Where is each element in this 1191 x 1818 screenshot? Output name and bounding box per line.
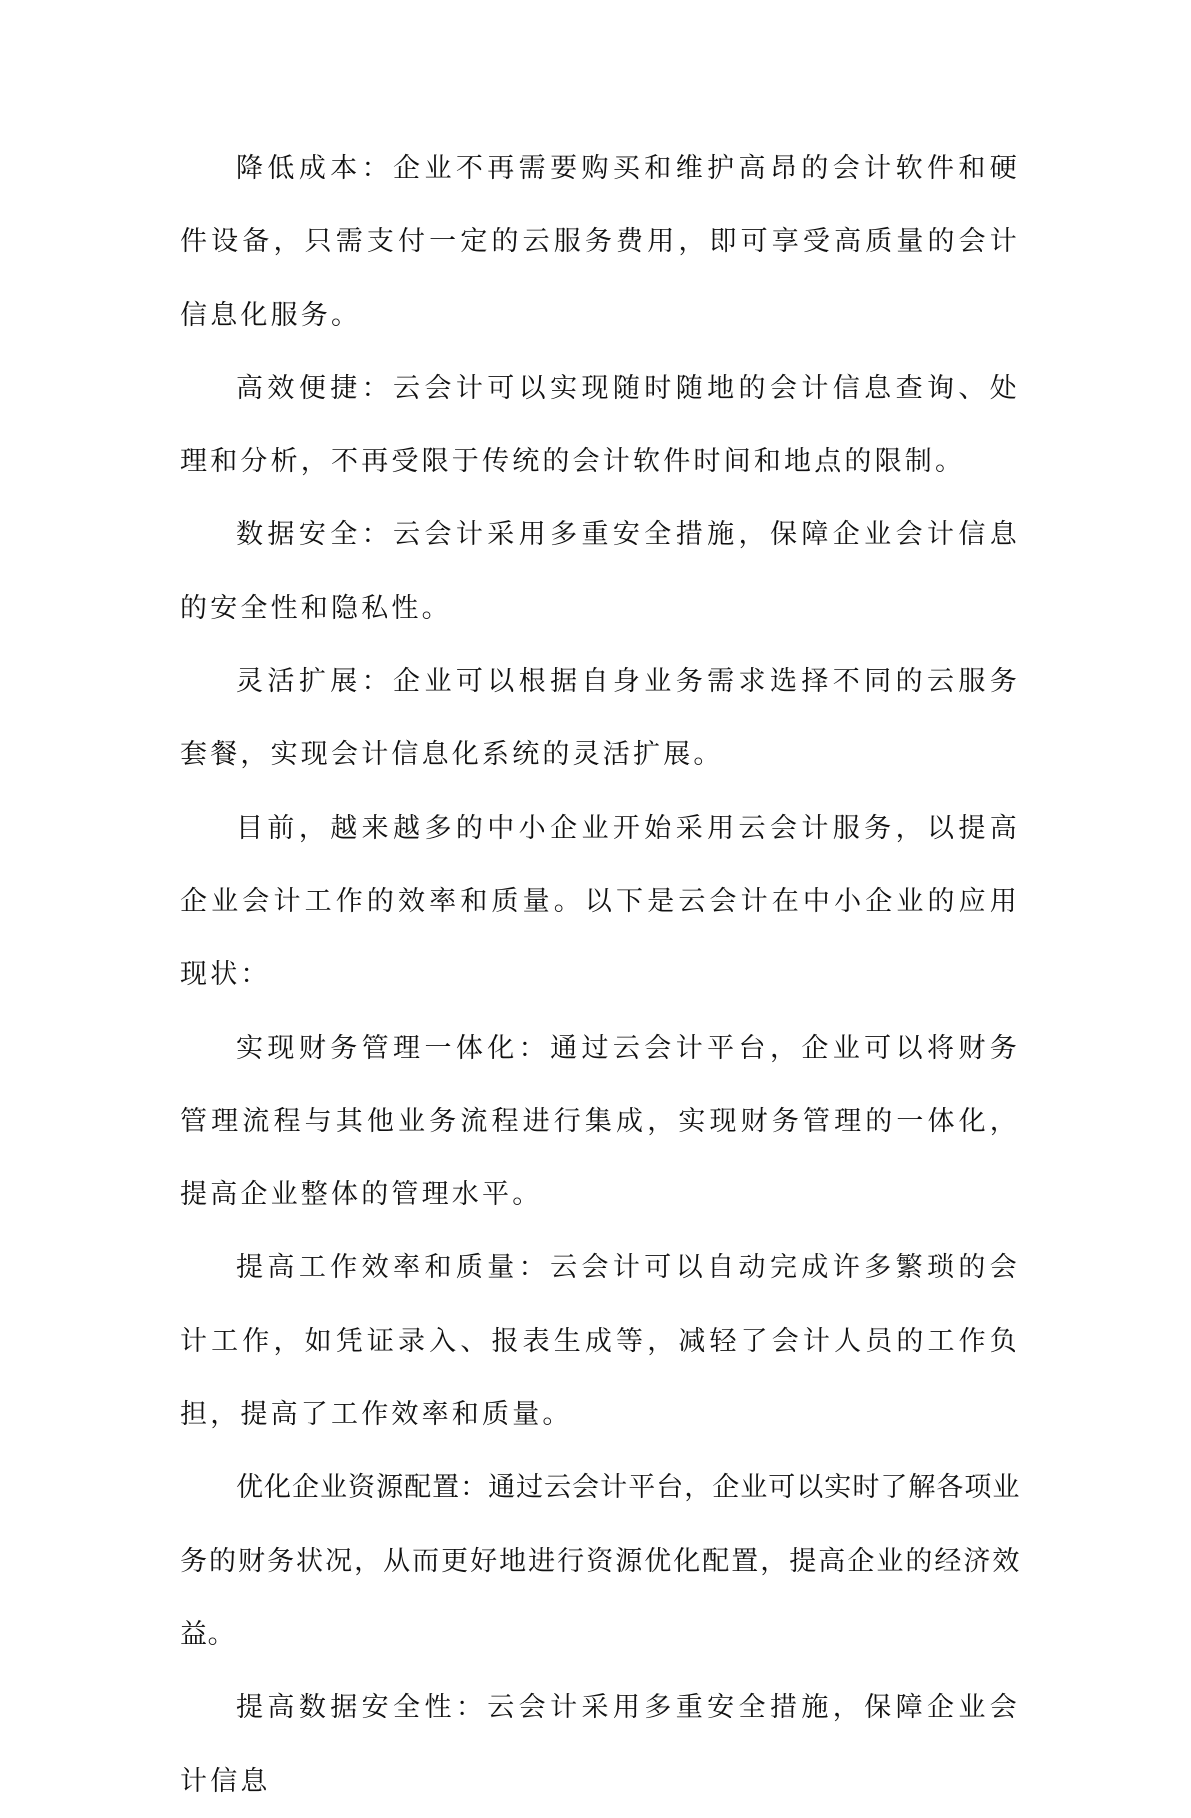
paragraph-efficiency: 高效便捷：云会计可以实现随时随地的会计信息查询、处理和分析，不再受限于传统的会计软件时间和地点的限制。 — [180, 372, 1020, 478]
paragraph-work-efficiency: 提高工作效率和质量：云会计可以自动完成许多繁琐的会计工作，如凭证录入、报表生成等，减轻了会计人员的工作负担，提高了工作效率和质量。 — [180, 1252, 1020, 1431]
paragraph-integration: 实现财务管理一体化：通过云会计平台，企业可以将财务管理流程与其他业务流程进行集成，实现财务管理的一体化，提高企业整体的管理水平。 — [180, 1032, 1020, 1211]
paragraph-security-improvement: 提高数据安全性：云会计采用多重安全措施，保障企业会计信息 — [180, 1692, 1020, 1797]
paragraph-resource-allocation: 优化企业资源配置：通过云会计平台，企业可以实时了解各项业务的财务状况，从而更好地进行资源优化配置，提高企业的经济效益。 — [180, 1472, 1020, 1650]
paragraph-flexible-expansion: 灵活扩展：企业可以根据自身业务需求选择不同的云服务套餐，实现会计信息化系统的灵活扩展。 — [180, 666, 1020, 771]
document-body — [180, 132, 1020, 1818]
paragraph-data-security: 数据安全：云会计采用多重安全措施，保障企业会计信息的安全性和隐私性。 — [180, 519, 1020, 624]
paragraph-cost-reduction: 降低成本：企业不再需要购买和维护高昂的会计软件和硬件设备，只需支付一定的云服务费用，即可享受高质量的会计信息化服务。 — [180, 153, 1020, 331]
paragraph-current-status: 目前，越来越多的中小企业开始采用云会计服务，以提高企业会计工作的效率和质量。以下是云会计在中小企业的应用现状： — [180, 812, 1020, 991]
